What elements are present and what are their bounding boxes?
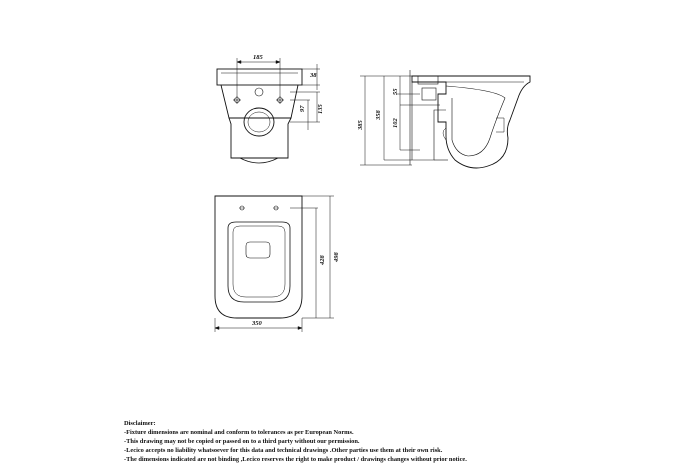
dim-top-length-inner: 428 bbox=[319, 255, 326, 265]
dim-side-height-358: 358 bbox=[375, 110, 382, 120]
dim-front-bolt-spacing: 97 bbox=[299, 105, 306, 112]
dim-front-top-width: 185 bbox=[253, 54, 263, 61]
front-view bbox=[217, 54, 324, 163]
disclaimer bbox=[124, 419, 669, 464]
dim-side-102: 102 bbox=[392, 118, 399, 128]
side-view bbox=[357, 70, 530, 168]
top-view bbox=[215, 196, 340, 332]
dim-front-rim-height: 38 bbox=[310, 72, 317, 79]
dim-side-55: 55 bbox=[392, 88, 399, 95]
disclaimer-line: -The dimensions indicated are not binding ,Lecico reserves the right to make product / drawings changes without prior notice. bbox=[124, 456, 467, 464]
disclaimer-title: Disclaimer: bbox=[124, 420, 156, 427]
disclaimer-line: -This drawing may not be copied or passed on to a third party without our permission. bbox=[124, 438, 360, 446]
dim-top-length-total: 498 bbox=[333, 252, 340, 262]
dim-side-total-height: 385 bbox=[357, 120, 364, 130]
disclaimer-line: -Lecico accepts no liability whatsoever for this data and technical drawings .Other parties use them at their own risk. bbox=[124, 447, 443, 455]
dim-front-outlet-height: 135 bbox=[317, 104, 324, 114]
dim-top-width: 350 bbox=[252, 320, 262, 327]
disclaimer-line: -Fixture dimensions are nominal and conform to tolerances as per European Norms. bbox=[124, 429, 354, 437]
